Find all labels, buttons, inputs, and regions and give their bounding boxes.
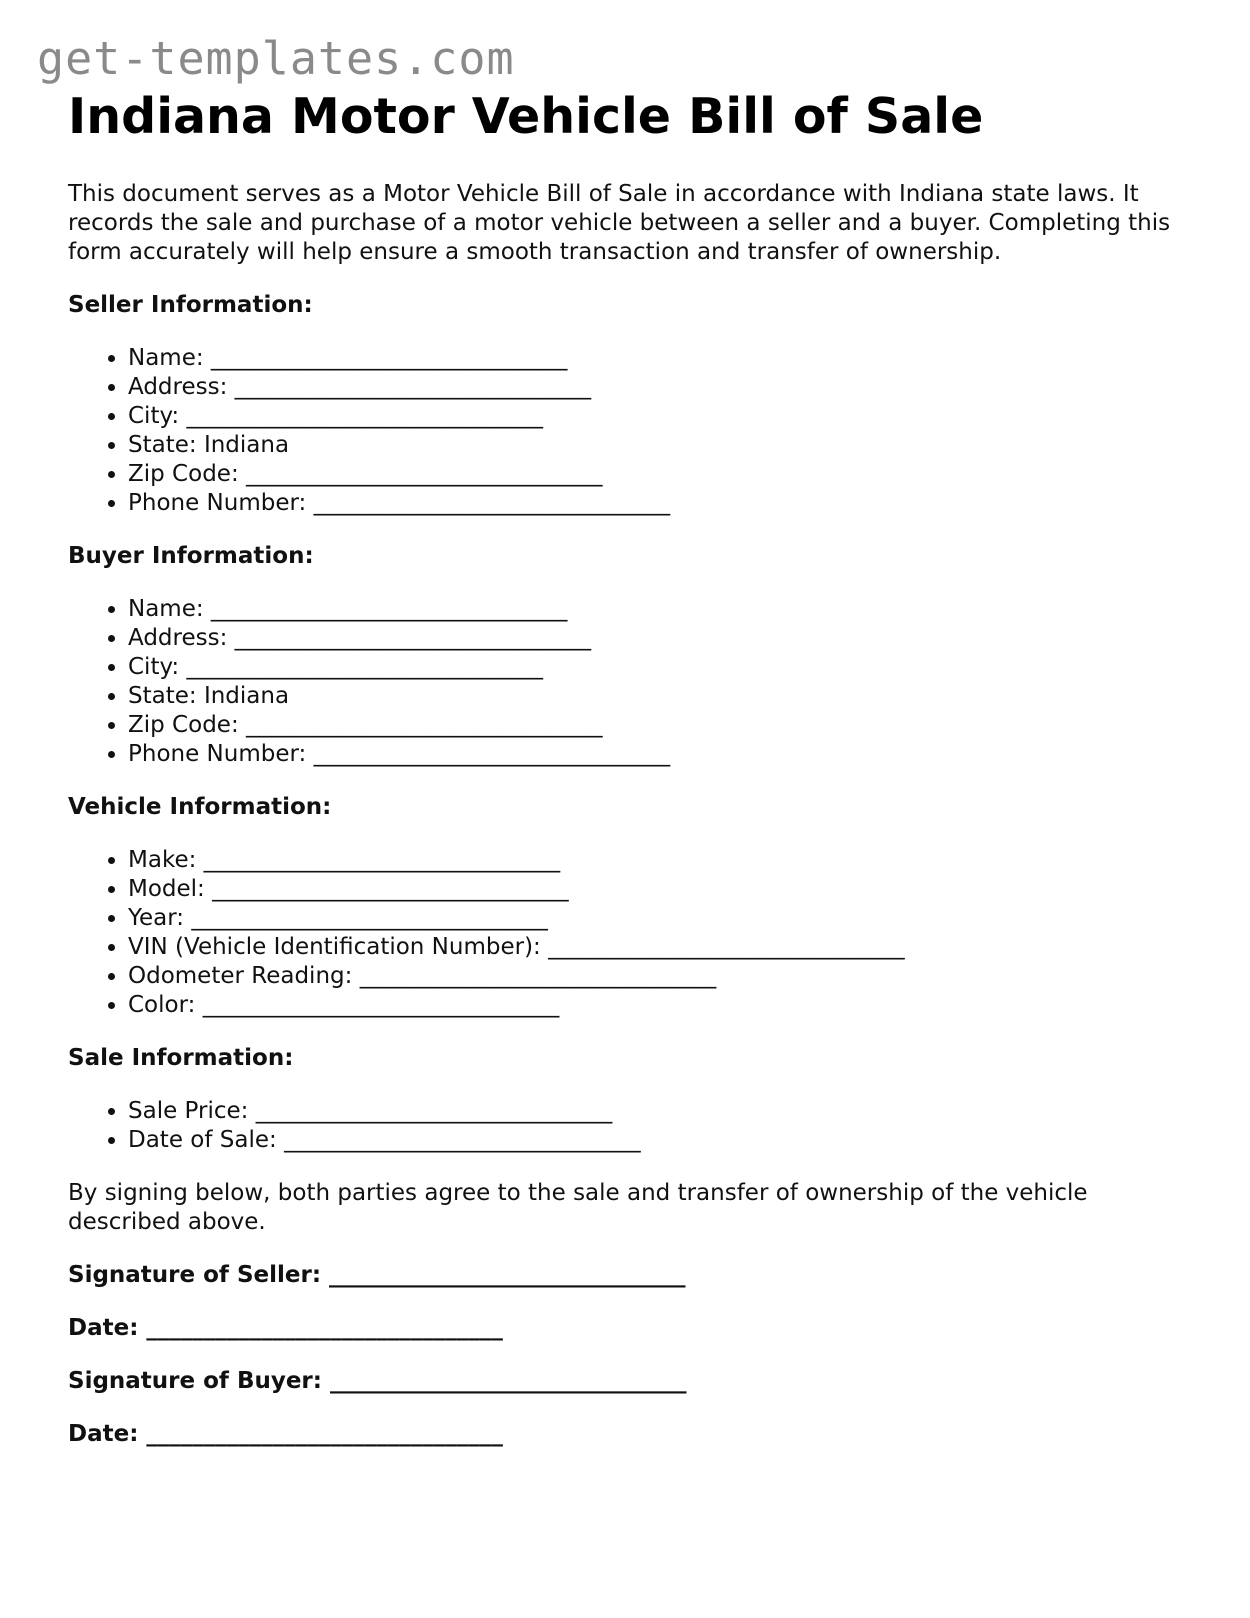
buyer-state-field (128, 682, 1198, 711)
field-label: VIN (Vehicle Identification Number): (128, 934, 549, 960)
buyer-address-blank[interactable]: _______________________________ (234, 625, 592, 651)
buyer-phone-field (128, 740, 1198, 769)
seller-address-blank[interactable]: _______________________________ (234, 374, 592, 400)
vehicle-model-blank[interactable]: _______________________________ (212, 876, 569, 902)
buyer-name-blank[interactable]: _______________________________ (210, 596, 568, 622)
buyer-phone-blank[interactable]: _______________________________ (313, 741, 671, 767)
field-label: Address: (128, 374, 235, 400)
seller-name-field (128, 344, 1198, 373)
buyer-date-line (68, 1420, 1198, 1449)
field-label: City: (128, 403, 187, 429)
buyer-signature-blank[interactable]: _______________________________ (329, 1368, 687, 1394)
seller-zip-field (128, 460, 1198, 489)
seller-section-heading: Seller Information: (68, 292, 313, 318)
page-title: Indiana Motor Vehicle Bill of Sale (68, 88, 984, 145)
vehicle-model-field (128, 875, 1198, 904)
seller-date-label: Date: (68, 1315, 147, 1341)
seller-signature-line (68, 1261, 1198, 1290)
buyer-signature-label: Signature of Buyer: (68, 1368, 330, 1394)
seller-date-blank[interactable]: _______________________________ (146, 1315, 503, 1341)
seller-phone-blank[interactable]: _______________________________ (313, 490, 671, 516)
buyer-section-heading: Buyer Information: (68, 543, 314, 569)
seller-field-list (68, 344, 1198, 518)
seller-city-blank[interactable]: _______________________________ (186, 403, 543, 429)
buyer-name-field (128, 595, 1198, 624)
vehicle-odometer-blank[interactable]: _______________________________ (359, 963, 717, 989)
buyer-city-blank[interactable]: _______________________________ (186, 654, 543, 680)
watermark: get-templates.com (37, 32, 515, 85)
seller-phone-field (128, 489, 1198, 518)
intro-paragraph: This document serves as a Motor Vehicle Bill of Sale in accordance with Indiana state laws. It records the sale and purchase of a motor vehicle between a seller and a buyer. Completing this form accurately will help ensure a smooth transaction and transfer of ownership. (68, 181, 1171, 265)
seller-state-field (128, 431, 1198, 460)
buyer-zip-blank[interactable]: _______________________________ (246, 712, 603, 738)
vehicle-vin-blank[interactable]: _______________________________ (548, 934, 905, 960)
vehicle-color-blank[interactable]: _______________________________ (202, 992, 560, 1018)
buyer-date-label: Date: (68, 1421, 147, 1447)
field-label: Name: (128, 596, 211, 622)
vehicle-vin-field (128, 933, 1198, 962)
sale-date-field (128, 1126, 1198, 1155)
field-label: Zip Code: (128, 461, 246, 487)
field-label: State: Indiana (128, 432, 290, 458)
closing-statement: By signing below, both parties agree to the sale and transfer of ownership of the vehicle described above. (68, 1180, 1088, 1235)
buyer-city-field (128, 653, 1198, 682)
field-label: Phone Number: (128, 490, 314, 516)
seller-name-blank[interactable]: _______________________________ (210, 345, 568, 371)
sale-field-list (68, 1097, 1198, 1155)
buyer-field-list (68, 595, 1198, 769)
buyer-signature-line (68, 1367, 1198, 1396)
field-label: State: Indiana (128, 683, 290, 709)
buyer-address-field (128, 624, 1198, 653)
buyer-zip-field (128, 711, 1198, 740)
vehicle-section-heading: Vehicle Information: (68, 794, 332, 820)
field-label: Address: (128, 625, 235, 651)
field-label: Color: (128, 992, 203, 1018)
document-page (68, 88, 1198, 1449)
sale-date-blank[interactable]: _______________________________ (284, 1127, 641, 1153)
field-label: Odometer Reading: (128, 963, 360, 989)
field-label: City: (128, 654, 187, 680)
seller-signature-label: Signature of Seller: (68, 1262, 330, 1288)
field-label: Year: (128, 905, 192, 931)
vehicle-field-list (68, 846, 1198, 1020)
field-label: Sale Price: (128, 1098, 256, 1124)
vehicle-year-blank[interactable]: _______________________________ (191, 905, 548, 931)
sale-section-heading: Sale Information: (68, 1045, 294, 1071)
field-label: Date of Sale: (128, 1127, 285, 1153)
sale-price-blank[interactable]: _______________________________ (255, 1098, 613, 1124)
field-label: Make: (128, 847, 204, 873)
seller-signature-blank[interactable]: _______________________________ (329, 1262, 686, 1288)
field-label: Phone Number: (128, 741, 314, 767)
sale-price-field (128, 1097, 1198, 1126)
seller-address-field (128, 373, 1198, 402)
field-label: Name: (128, 345, 211, 371)
field-label: Model: (128, 876, 213, 902)
seller-city-field (128, 402, 1198, 431)
vehicle-make-field (128, 846, 1198, 875)
seller-zip-blank[interactable]: _______________________________ (246, 461, 603, 487)
buyer-date-blank[interactable]: _______________________________ (146, 1421, 503, 1447)
seller-date-line (68, 1314, 1198, 1343)
vehicle-color-field (128, 991, 1198, 1020)
vehicle-odometer-field (128, 962, 1198, 991)
vehicle-year-field (128, 904, 1198, 933)
field-label: Zip Code: (128, 712, 246, 738)
vehicle-make-blank[interactable]: _______________________________ (203, 847, 561, 873)
